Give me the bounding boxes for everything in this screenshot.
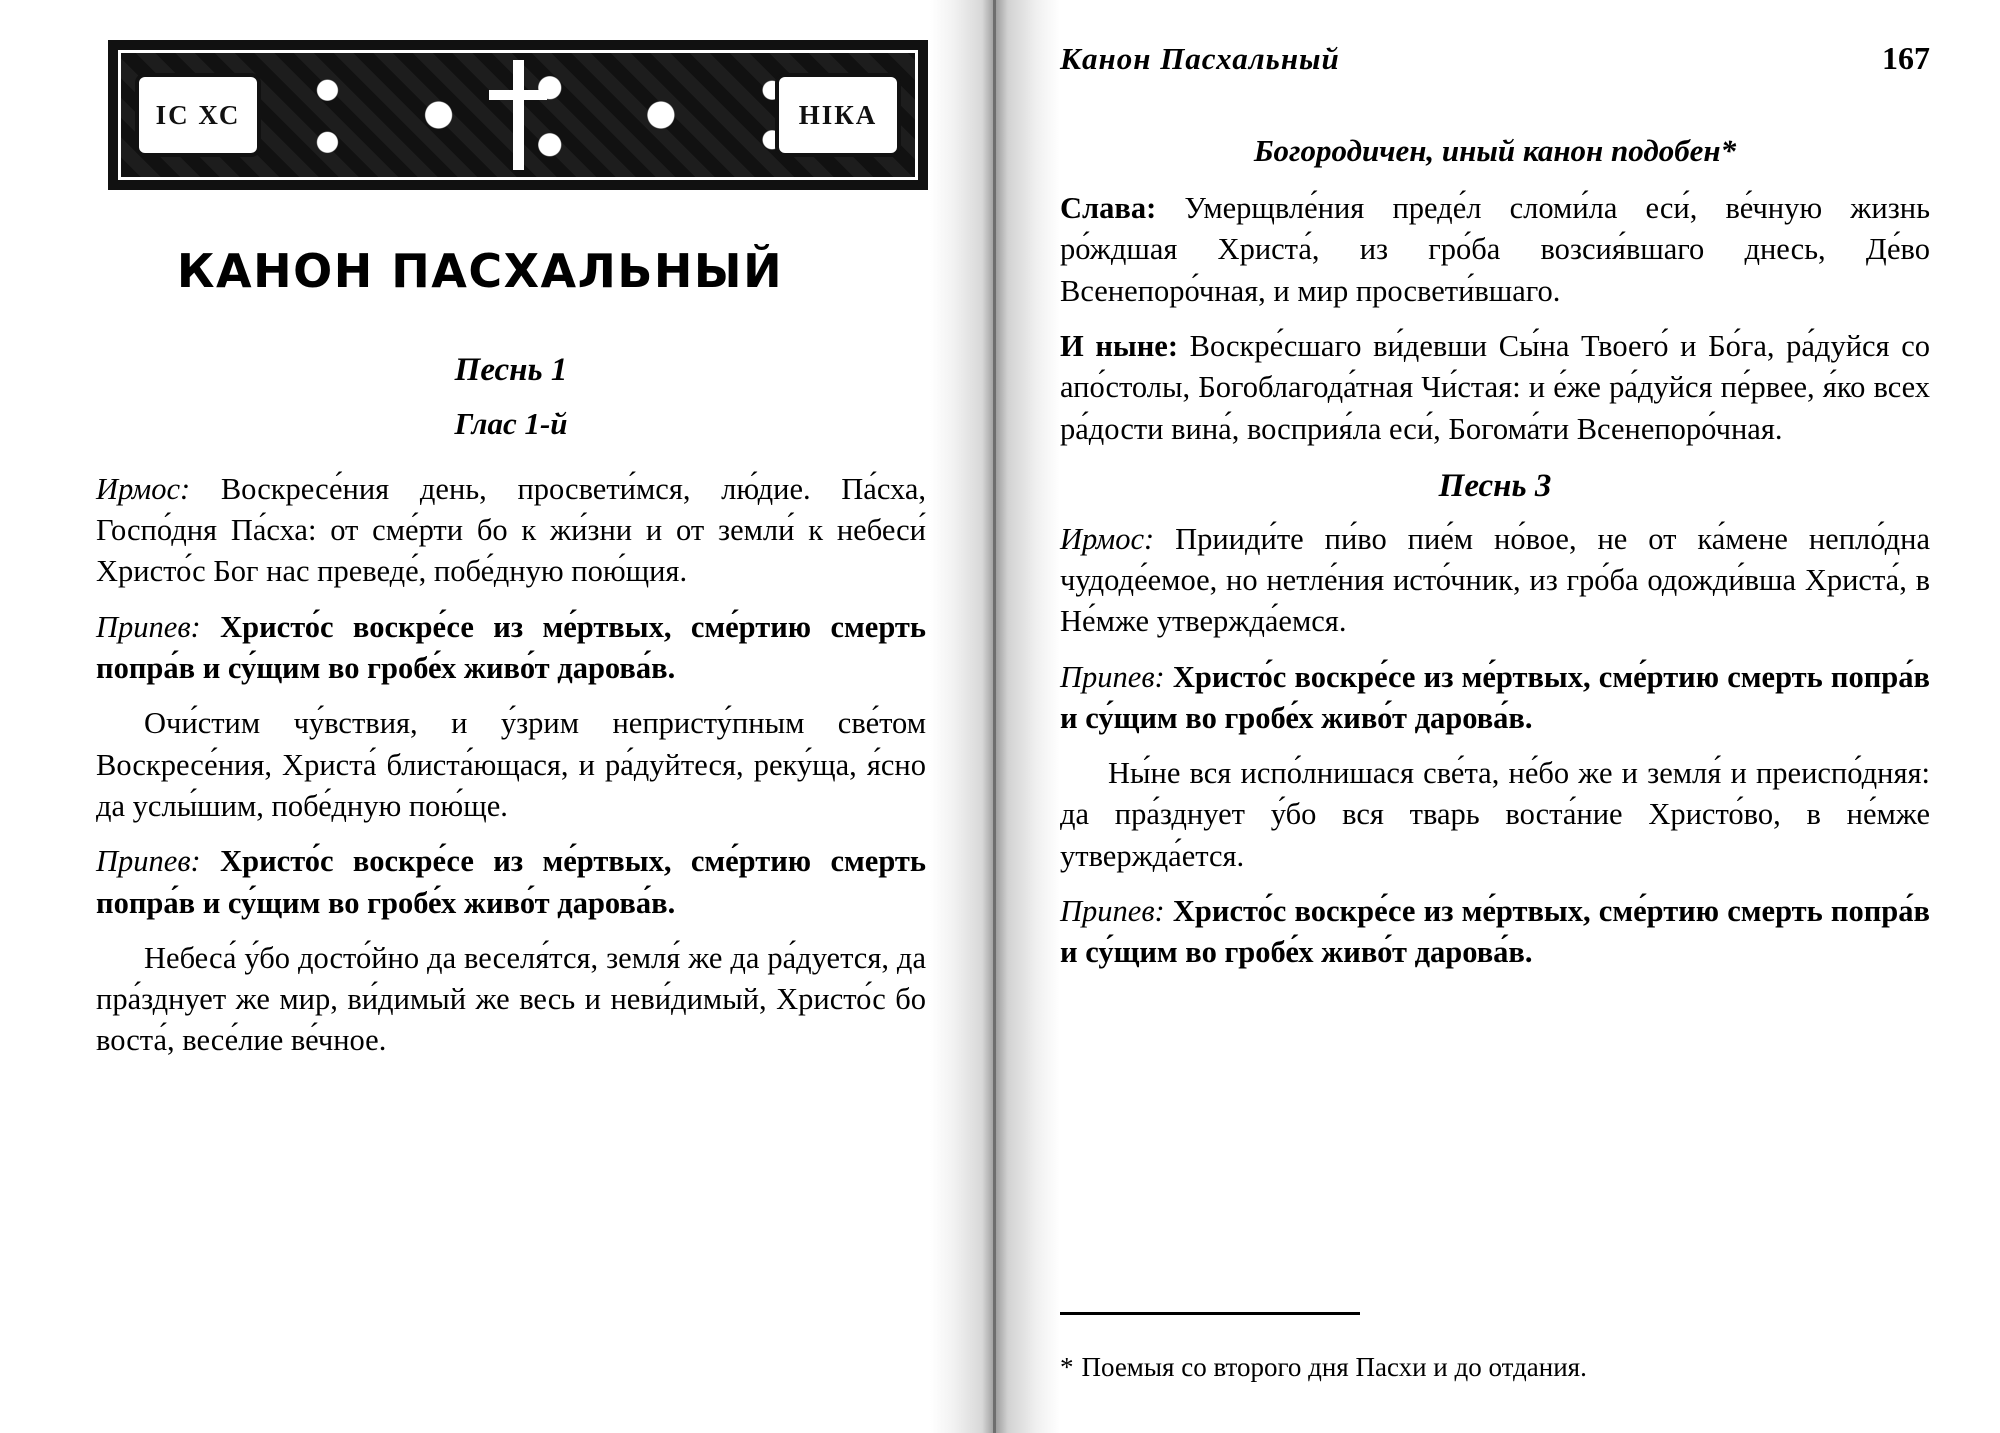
text-block-refrain-4 xyxy=(1060,891,1930,974)
text-block-glory xyxy=(1060,188,1930,312)
text-block-troparion-2 xyxy=(96,938,926,1062)
footnote xyxy=(1060,1350,1930,1385)
right-page xyxy=(1040,0,2000,1433)
song-heading-3: Песнь 3 xyxy=(1438,467,1552,504)
text-block-irmos-1 xyxy=(96,469,926,593)
label-refrain: Припев: xyxy=(1060,894,1165,929)
right-page-body xyxy=(1060,110,1930,988)
body-text: Христо́с воскре́се из ме́ртвых, сме́ртию смерть попра́в и су́щим во гробе́х живо́т дарова́в. xyxy=(1060,894,1930,970)
label-refrain: Припев: xyxy=(96,844,201,879)
label-irmos: Ирмос: xyxy=(96,471,191,506)
body-text: Воскре́сшаго ви́девши Сы́на Твоего́ и Бо́га, ра́дуйся со апо́столы, Богоблагода́тная Чи́стая: и е́же ра́дуйся пе́рвее, я́ко всех ра́дости вина́, восприя́ла еси́, Богома́ти Всенепоро́чная. xyxy=(1060,328,1930,446)
label-refrain: Припев: xyxy=(96,609,201,644)
label-now: И ныне: xyxy=(1060,328,1179,363)
left-page-body xyxy=(96,340,926,1076)
body-text: Христо́с воскре́се из ме́ртвых, сме́ртию смерть попра́в и су́щим во гробе́х живо́т дарова́в. xyxy=(1060,659,1930,735)
body-text: Прииди́те пи́во пие́м но́вое, не от ка́мене непло́дна чудоде́емое, но нетле́ния исто́чник, из гро́ба одожди́вша Христа́, в Не́мже утвержда́емся. xyxy=(1060,521,1930,639)
tone-heading: Глас 1-й xyxy=(454,405,568,441)
label-glory: Слава: xyxy=(1060,191,1157,225)
body-text: Христо́с воскре́се из ме́ртвых, сме́ртию смерть попра́в и су́щим во гробе́х живо́т дарова́в. xyxy=(96,609,926,685)
text-block-irmos-3 xyxy=(1060,519,1930,643)
body-text: Небеса́ у́бо досто́йно да веселя́тся, земля́ же да ра́дуется, да пра́зднует же мир, ви́димый же весь и неви́димый, Христо́с бо воста́, весе́лие ве́чное. xyxy=(96,940,926,1058)
text-block-refrain-2 xyxy=(96,841,926,924)
theotokion-heading: Богородичен, иный канон подобен* xyxy=(1253,133,1737,168)
page-number: 167 xyxy=(1882,40,1930,76)
text-block-refrain-3 xyxy=(1060,657,1930,740)
body-text: Ны́не вся испо́лнишася све́та, не́бо же и земля́ и преиспо́дняя: да пра́зднует у́бо вся тварь воста́ние Христо́во, в не́мже утвержда́ется. xyxy=(1060,756,1930,873)
footnote-separator xyxy=(1060,1312,1360,1315)
running-head xyxy=(1060,40,1930,77)
page-title: КАНОН ПАСХАЛЬНЫЙ xyxy=(176,244,784,298)
text-block-refrain-1 xyxy=(96,607,926,690)
label-refrain: Припев: xyxy=(1060,659,1165,694)
running-head-title: Канон Пасхальный xyxy=(1060,41,1340,76)
body-text: Очи́стим чу́вствия, и у́зрим непристу́пным све́том Воскресе́ния, Христа́ блиста́ющася, и ра́дуйтеся, реку́ща, я́сно да услы́шим, побе́дную пою́ще. xyxy=(96,706,926,823)
nika-medallion: НІКА xyxy=(775,73,901,157)
text-block-troparion-3 xyxy=(1060,753,1930,877)
header-ornament xyxy=(108,40,928,190)
body-text: Христо́с воскре́се из ме́ртвых, сме́ртию смерть попра́в и су́щим во гробе́х живо́т дарова́в. xyxy=(96,844,926,920)
book-spine-line xyxy=(993,0,996,1433)
body-text: Воскресе́ния день, просвети́мся, лю́дие. Па́сха, Госпо́дня Па́сха: от сме́рти бо к жи́зни и от земли́ к небеси́ Христо́с Бог нас преведе́, побе́дную пою́щия. xyxy=(96,471,926,589)
ornament-pattern xyxy=(118,50,918,180)
label-irmos: Ирмос: xyxy=(1060,521,1155,556)
text-block-now xyxy=(1060,326,1930,450)
left-page xyxy=(0,0,960,1433)
text-block-troparion-1 xyxy=(96,703,926,827)
body-text: Умерщвле́ния преде́л сломи́ла еси́, ве́чную жизнь ро́ждшая Христа́, из гро́ба возсия́вшаго днесь, Де́во Всенепоро́чная, и мир просвети́вшаго. xyxy=(1060,191,1930,308)
footnote-marker: * xyxy=(1060,1351,1074,1382)
song-heading-1: Песнь 1 xyxy=(454,352,568,388)
cross-icon xyxy=(481,60,555,170)
ic-xc-medallion: ІС ХС xyxy=(135,73,261,157)
footnote-text: Поемыя со второго дня Пасхи и до отдания. xyxy=(1081,1351,1587,1382)
